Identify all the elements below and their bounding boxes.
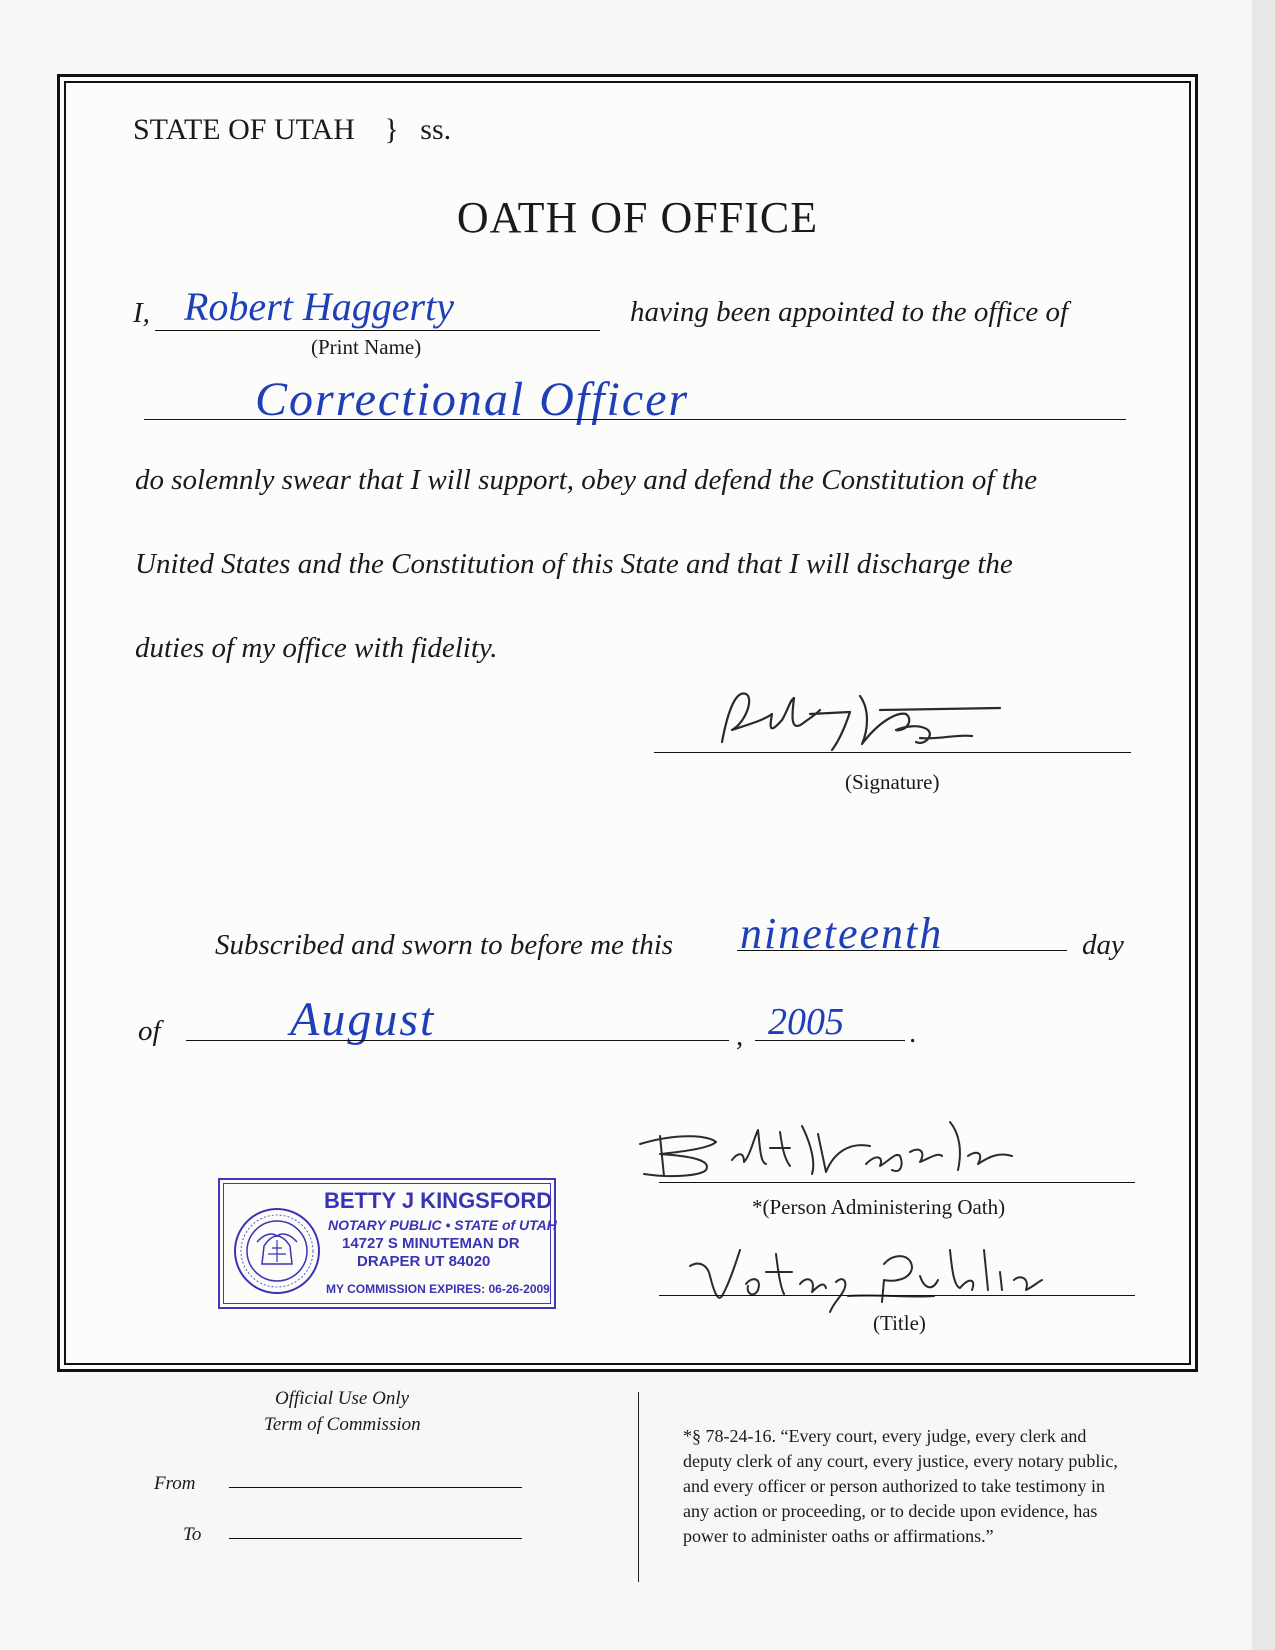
- ss-label: ss.: [420, 113, 452, 146]
- administrator-label: *(Person Administering Oath): [752, 1195, 1006, 1219]
- venue-line: [133, 113, 451, 147]
- official-use-heading: Official Use Only: [275, 1388, 410, 1409]
- month-value: August: [290, 993, 436, 1046]
- stamp-expiration: MY COMMISSION EXPIRES: 06-26-2009: [326, 1282, 550, 1296]
- statute-footnote: [683, 1424, 1118, 1549]
- office-line: [144, 419, 1126, 420]
- title-label: (Title): [873, 1311, 926, 1335]
- state-label: STATE OF UTAH: [133, 113, 355, 146]
- notary-stamp: [218, 1178, 556, 1309]
- title-line: [659, 1295, 1135, 1296]
- title-handwriting: [680, 1236, 1060, 1320]
- day-line: [737, 950, 1067, 951]
- oath-line-1: do solemnly swear that I will support, obey and defend the Constitution of the: [135, 464, 1038, 496]
- sworn-text: Subscribed and sworn to before me this: [215, 929, 674, 961]
- signature-line: [654, 752, 1131, 753]
- footnote-line-2: deputy clerk of any court, every justice, every notary public,: [683, 1451, 1118, 1471]
- notary-signature: [620, 1112, 1070, 1192]
- i-prefix: I,: [133, 297, 150, 329]
- page-title: OATH OF OFFICE: [456, 193, 819, 242]
- year-line: [755, 1040, 905, 1041]
- term-of-commission-heading: Term of Commission: [264, 1414, 421, 1435]
- administrator-line: [659, 1182, 1135, 1183]
- to-line: [229, 1538, 522, 1539]
- footnote-line-3: and every officer or person authorized to take testimony in: [683, 1476, 1106, 1496]
- footnote-line-1: *§ 78-24-16. “Every court, every judge, every clerk and: [683, 1426, 1087, 1446]
- stamp-name: BETTY J KINGSFORD: [324, 1188, 553, 1213]
- venue-bracket: }: [384, 113, 399, 146]
- footnote-line-5: power to administer oaths or affirmations.”: [683, 1526, 994, 1546]
- of-label: of: [138, 1015, 161, 1047]
- date-period: .: [909, 1017, 917, 1049]
- oath-line-3: duties of my office with fidelity.: [135, 632, 498, 664]
- office-value: Correctional Officer: [255, 373, 690, 426]
- month-line: [186, 1040, 729, 1041]
- page-edge-shadow: [1252, 0, 1275, 1650]
- to-label: To: [183, 1524, 202, 1545]
- print-name-line: [155, 330, 600, 331]
- print-name-value: Robert Haggerty: [184, 284, 454, 329]
- signature-label: (Signature): [845, 770, 940, 794]
- oath-line-2: United States and the Constitution of this State and that I will discharge the: [135, 548, 1013, 580]
- from-label: From: [154, 1473, 196, 1494]
- appointed-text: having been appointed to the office of: [630, 296, 1069, 328]
- stamp-title: NOTARY PUBLIC • STATE of UTAH: [328, 1217, 557, 1233]
- from-line: [229, 1487, 522, 1488]
- day-suffix: day: [1082, 929, 1124, 961]
- section-divider: [638, 1392, 639, 1582]
- day-value: nineteenth: [740, 909, 944, 958]
- stamp-city: DRAPER UT 84020: [357, 1253, 491, 1270]
- print-name-label: (Print Name): [311, 335, 422, 359]
- stamp-address: 14727 S MINUTEMAN DR: [342, 1235, 520, 1252]
- year-value: 2005: [768, 1001, 844, 1043]
- footnote-line-4: any action or proceeding, or to decide upon evidence, has: [683, 1501, 1098, 1521]
- state-seal-icon: [232, 1206, 322, 1296]
- date-comma: ,: [736, 1020, 744, 1052]
